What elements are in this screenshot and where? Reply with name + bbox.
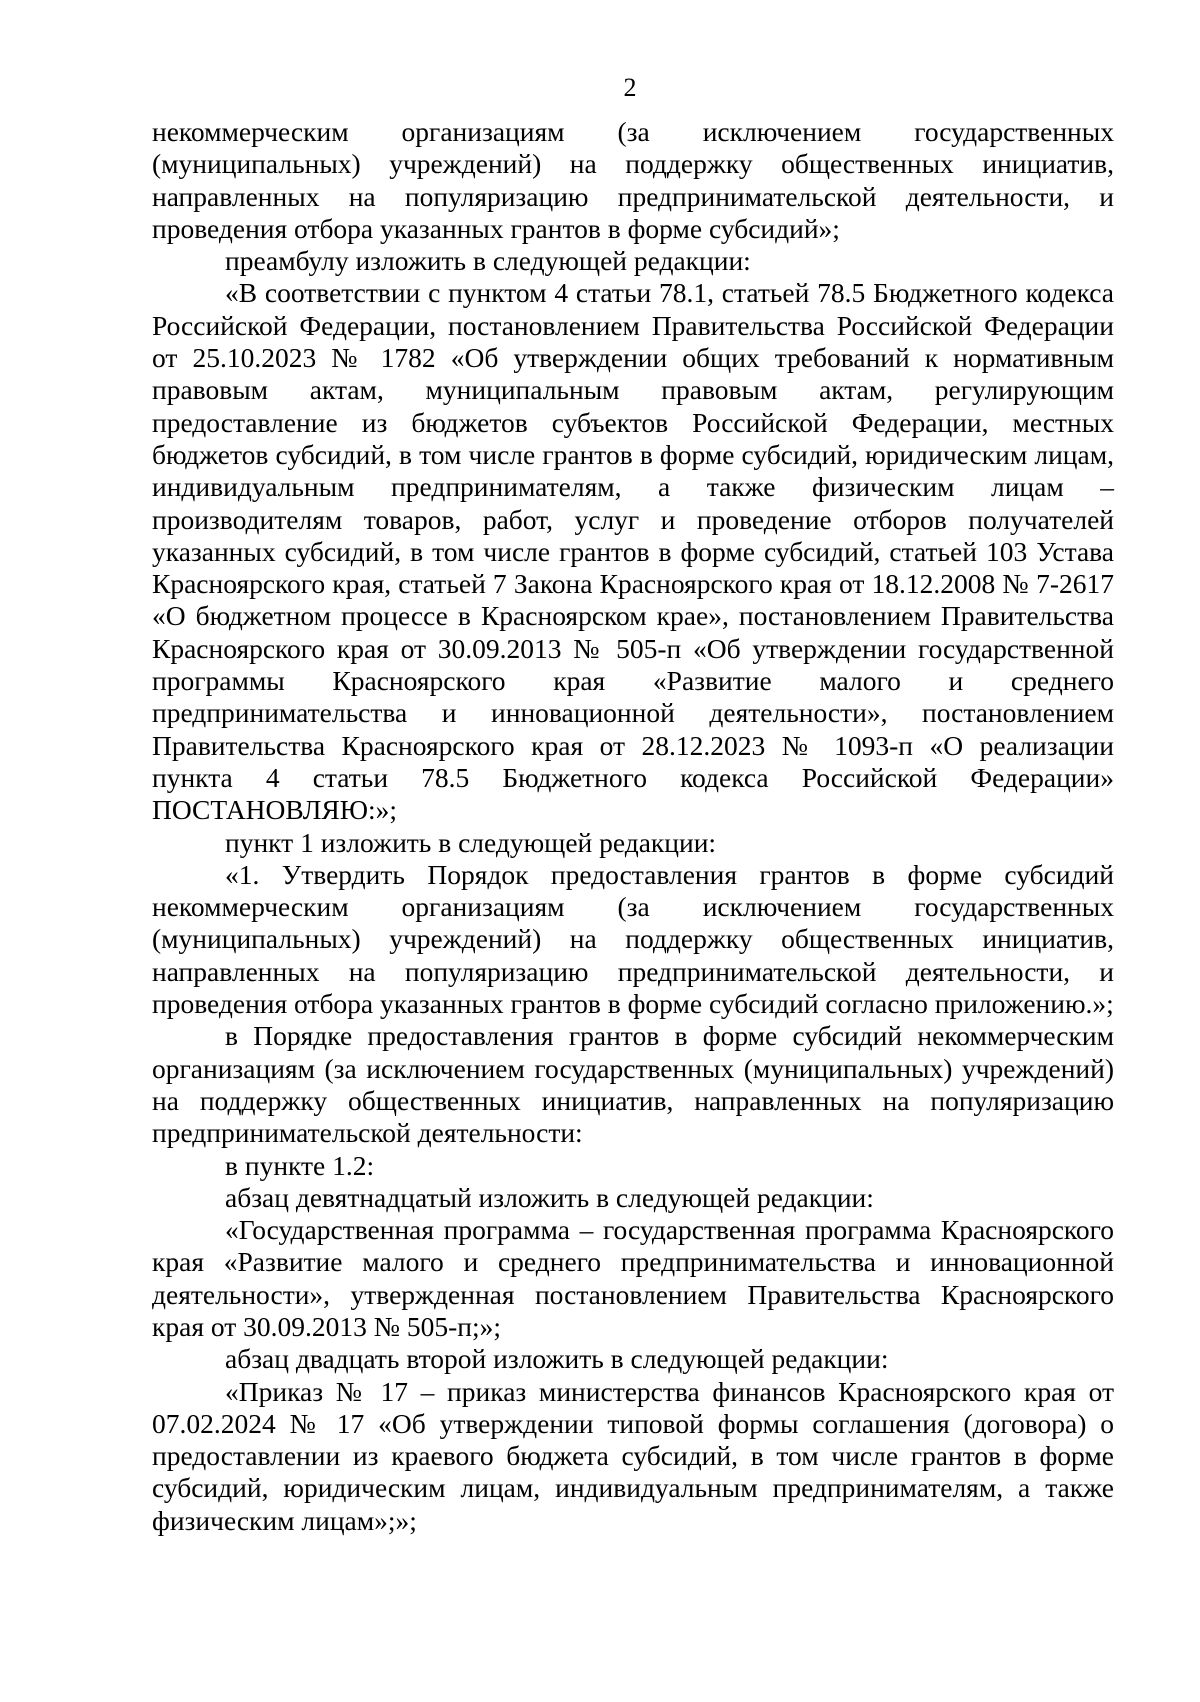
- paragraph-preamble-instruction: преамбулу изложить в следующей редакции:: [225, 245, 751, 277]
- paragraph-preamble-text: «В соответствии с пунктом 4 статьи 78.1, статьей 78.5 Бюджетного кодекса Российской Федерации, постановлением Правительства Российской Федерации от 25.10.2023 № 1782 «Об утверждении общих требований к нормативным правовым актам, муниципальным правовым актам, регулирующим предоставление из бюджетов субъектов Российской Федерации, местных бюджетов субсидий, в том числе грантов в форме субсидий, юридическим лицам, индивидуальным предпринимателям, а также физическим лицам – производителям товаров, работ, услуг и проведение отборов получателей указанных субсидий, в том числе грантов в форме субсидий, статьей 103 Устава Красноярского края, статьей 7 Закона Красноярского края от 18.12.2008 № 7-2617 «О бюджетном процессе в Красноярском крае», постановлением Правительства Красноярского края от 30.09.2013 № 505-п «Об утверждении государственной программы Красноярского края «Развитие малого и среднего предпринимательства и инновационной деятельности», постановлением Правительства Красноярского края от 28.12.2023 № 1093-п «О реализации пункта 4 статьи 78.5 Бюджетного кодекса Российской Федерации» ПОСТАНОВЛЯЮ:»;: [152, 277, 1114, 826]
- page-number: 2: [623, 73, 637, 102]
- paragraph-abz22-text: «Приказ № 17 – приказ министерства финансов Красноярского края от 07.02.2024 № 17 «Об утверждении типовой формы соглашения (договора) о предоставлении из краевого бюджета субсидий, в том числе грантов в форме субсидий, юридическим лицам, индивидуальным предпринимателям, а также физическим лицам»;»;: [152, 1375, 1114, 1536]
- paragraph-abz22-instruction: абзац двадцать второй изложить в следующей редакции:: [225, 1343, 889, 1375]
- paragraph-point1-instruction: пункт 1 изложить в следующей редакции:: [225, 826, 717, 858]
- document-body: [152, 116, 1114, 1537]
- paragraph-abz19-instruction: абзац девятнадцатый изложить в следующей редакции:: [225, 1181, 874, 1213]
- paragraph-procedure-intro: в Порядке предоставления грантов в форме субсидий некоммерческим организациям (за исключением государственных (муниципальных) учреждений) на поддержку общественных инициатив, направленных на популяризацию предпринимательской деятельности:: [152, 1020, 1114, 1149]
- paragraph-point1-text: «1. Утвердить Порядок предоставления грантов в форме субсидий некоммерческим организациям (за исключением государственных (муниципальных) учреждений) на поддержку общественных инициатив, направленных на популяризацию предпринимательской деятельности, и проведения отбора указанных грантов в форме субсидий согласно приложению.»;: [152, 858, 1114, 1020]
- paragraph-continuation: некоммерческим организациям (за исключением государственных (муниципальных) учреждений) на поддержку общественных инициатив, направленных на популяризацию предпринимательской деятельности, и проведения отбора указанных грантов в форме субсидий»;: [152, 116, 1114, 244]
- paragraph-abz19-text: «Государственная программа – государственная программа Красноярского края «Развитие малого и среднего предпринимательства и инновационной деятельности», утвержденная постановлением Правительства Красноярского края от 30.09.2013 № 505-п;»;: [152, 1214, 1114, 1342]
- paragraph-point-1-2: в пункте 1.2:: [225, 1149, 375, 1181]
